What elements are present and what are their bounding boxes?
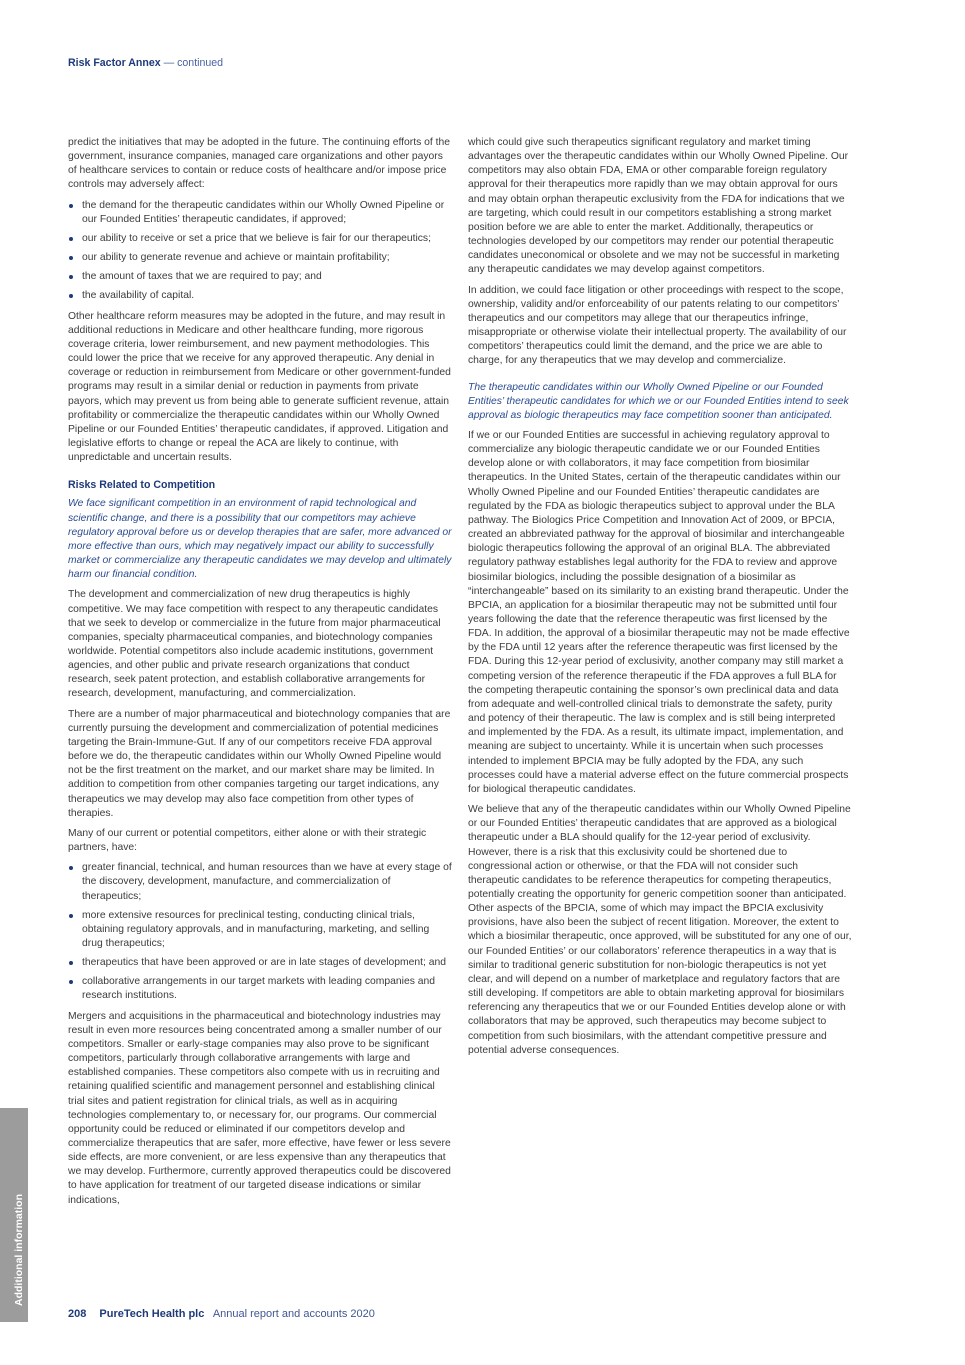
side-tab-label: Additional information <box>13 1194 25 1306</box>
running-header <box>68 57 223 69</box>
paragraph: which could give such therapeutics significant regulatory and market timing advantages over the therapeutic candidates within our Wholly Owned Pipeline. Our competitors may also obtain FDA, EMA or other comparable foreign regulatory approval for their therapeutics more rapidly than we may obtain approval for ours and may obtain orphan therapeutic exclusivity from the FDA for indications that we are targeting, which could result in our competitors establishing a strong market position before we are able to enter the market. Additionally, therapeutics or technologies developed by our competitors may render our potential therapeutic candidates uneconomical or obsolete and we may not be successful in marketing any therapeutic candidates we may develop against competitors. <box>468 137 849 276</box>
list-item: the amount of taxes that we are required to pay; and <box>68 270 452 284</box>
list-item: greater financial, technical, and human resources than we have at every stage of the discovery, development, manufacture, and commercialization of therapeutics; <box>68 861 452 903</box>
list-item: the availability of capital. <box>68 289 452 303</box>
list-item: our ability to receive or set a price that we believe is fair for our therapeutics; <box>68 232 452 246</box>
page-footer <box>68 1308 375 1320</box>
list-item: therapeutics that have been approved or are in late stages of development; and <box>68 956 452 970</box>
bullet-list <box>68 199 452 304</box>
paragraph: predict the initiatives that may be adopted in the future. The continuing efforts of the government, insurance companies, managed care organizations and other payors of healthcare services to contain or reduce costs of healthcare and/or impose price controls may adversely affect: <box>68 137 451 191</box>
risk-statement: We face significant competition in an environment of rapid technological and scientific change, and there is a possibility that our competitors may achieve regulatory approval before us or develop therapies that are safer, more advanced or more effective than ours, which may negatively impact our ability to successfully market or commercialize any therapeutic candidates we may develop and ultimately harm our financial condition. <box>68 498 452 581</box>
company-name: PureTech Health plc <box>99 1308 205 1320</box>
report-title: Annual report and accounts 2020 <box>212 1308 375 1320</box>
paragraph: In addition, we could face litigation or other proceedings with respect to the scope, ownership, validity and/or enforceability of our patents relating to our competitors’ therapeutics and our competitors may allege that our therapeutics infringe, misappropriate or otherwise violate their intellectual property. The availability of our competitors’ therapeutics could limit the demand, and the price we are able to charge, for any therapeutics that we may develop and commercialize. <box>468 284 847 367</box>
right-column <box>468 136 852 1064</box>
paragraph: There are a number of major pharmaceutical and biotechnology companies that are currently pursuing the development and commercialization of potential medicines targeting the Brain-Immune-Gut. If any of our competitors receive FDA approval before we do, the therapeutic candidates within our Wholly Owned Pipeline would not be the first treatment on the market, and our market share may be limited. In addition to competition from other companies targeting our target indications, any therapeutics we may develop may also face competition from other types of therapies. <box>68 708 451 819</box>
paragraph: We believe that any of the therapeutic candidates within our Wholly Owned Pipeline or our Founded Entities’ therapeutic candidates that are approved as a biological therapeutic under a BLA should qualify for the 12-year period of exclusivity. However, there is a risk that this exclusivity could be shortened due to congressional action or otherwise, or that the FDA will not consider such therapeutic candidates to be reference therapeutics for competing therapeutics, potentially creating the opportunity for generic competition sooner than anticipated. Other aspects of the BPCIA, some of which may impact the BPCIA exclusivity provisions, have also been the subject of recent litigation. Moreover, the extent to which a biosimilar therapeutic, once approved, will be substituted for any one of our, our Founded Entities’ or our collaborators’ reference therapeutics in a way that is similar to traditional generic substitution for non-biologic therapeutics is not yet clear, and will depend on a number of marketplace and regulatory factors that are still developing. If competitors are able to obtain marketing approval for biosimilars referencing any therapeutics that we or our Founded Entities develop alone or with collaborators that may be approved, such therapeutics may become subject to competition from such biosimilars, with the attendant competitive pressure and potential adverse consequences. <box>468 804 852 1056</box>
paragraph: The development and commercialization of new drug therapeutics is highly competitive. We may face competition with respect to any therapeutic candidates that we seek to develop or commercialize in the future from major pharmaceutical companies, specialty pharmaceutical companies, and biotechnology companies worldwide. Potential competitors also include academic institutions, government agencies, and other public and private research organizations that conduct research, seek patent protection, and establish collaborative arrangements for research, development, manufacturing, and commercialization. <box>68 589 441 700</box>
page-number: 208 <box>68 1308 87 1320</box>
list-item: our ability to generate revenue and achieve or maintain profitability; <box>68 251 452 265</box>
list-item: collaborative arrangements in our target markets with leading companies and research institutions. <box>68 975 452 1003</box>
header-title: Risk Factor Annex <box>68 57 161 69</box>
paragraph: If we or our Founded Entities are successful in achieving regulatory approval to commercialize any biologic therapeutic candidate we or our Founded Entities develop alone or with collaborators, it may face competition from biosimilar therapeutics. In the United States, certain of the therapeutic candidates within our Wholly Owned Pipeline and our Founded Entities’ therapeutic candidates are regulated by the FDA as biologic therapeutics subject to approval under the BLA pathway. The Biologics Price Competition and Innovation Act of 2009, or BPCIA, created an abbreviated pathway for the approval of biosimilar and interchangeable biologic therapeutics following the approval of an original BLA. The abbreviated regulatory pathway establishes legal authority for the FDA to review and approve biosimilar biologics, including the possible designation of a biosimilar as “interchangeable” based on its similarity to an existing brand therapeutic. Under the BPCIA, an application for a biosimilar therapeutic may not be submitted until four years following the date that the reference therapeutic was first licensed by the FDA. In addition, the approval of a biosimilar therapeutic may not be made effective by the FDA until 12 years after the reference therapeutic was first licensed by the FDA. During this 12-year period of exclusivity, another company may still market a competing version of the reference therapeutic if the FDA approves a full BLA for the competing therapeutic containing the sponsor’s own preclinical data and data from adequate and well-controlled clinical trials to demonstrate the safety, purity and potency of their therapeutic. The law is complex and is still being interpreted and implemented by the FDA. As a result, its ultimate impact, implementation, and meaning are subject to uncertainty. While it is uncertain when such processes intended to implement BPCIA may be fully adopted by the FDA, any such processes could have a material adverse effect on the future commercial prospects for biological therapeutic candidates. <box>468 429 850 795</box>
paragraph: Many of our current or potential competitors, either alone or with their strategic partners, have: <box>68 827 427 854</box>
list-item: the demand for the therapeutic candidates within our Wholly Owned Pipeline or our Founded Entities’ therapeutic candidates, if approved; <box>68 199 452 227</box>
left-column <box>68 136 452 1214</box>
section-side-tab <box>0 1108 28 1322</box>
paragraph: Other healthcare reform measures may be adopted in the future, and may result in additional reductions in Medicare and other healthcare funding, more rigorous coverage criteria, lower reimbursement, and new payment methodologies. This could lower the price that we receive for any approved therapeutic. Any denial in coverage or reduction in reimbursement from Medicare or other government-funded programs may result in a similar denial or reduction in payments from private payors, which may prevent us from being able to generate sufficient revenue, attain profitability or commercialize the therapeutic candidates within our Wholly Owned Pipeline or our Founded Entities’ therapeutic candidates, if approved. Litigation and legislative efforts to change or repeal the ACA are likely to continue, with unpredictable and uncertain results. <box>68 310 451 464</box>
paragraph: Mergers and acquisitions in the pharmaceutical and biotechnology industries may result in even more resources being concentrated among a smaller number of our competitors. Smaller or early-stage companies may also prove to be significant competitors, particularly through collaborative arrangements with large and established companies. These competitors also compete with us in recruiting and retaining qualified scientific and management personnel and establishing clinical trial sites and patient registration for clinical trials, as well as in acquiring technologies complementary to, or necessary for, our programs. Our commercial opportunity could be reduced or eliminated if our competitors develop and commercialize therapeutics that are safer, more effective, have fewer or less severe side effects, are more convenient, or are less expensive than any therapeutics that we may develop. Furthermore, currently approved therapeutics could be discovered to have application for treatment of our targeted disease indications or similar indications, <box>68 1010 451 1206</box>
risk-statement: The therapeutic candidates within our Wholly Owned Pipeline or our Founded Entities’ therapeutic candidates for which we or our Founded Entities intend to seek approval as biologic therapeutics may face competition sooner than anticipated. <box>468 381 849 421</box>
header-suffix: — continued <box>163 57 224 69</box>
bullet-list <box>68 861 452 1003</box>
section-heading: Risks Related to Competition <box>68 479 216 492</box>
list-item: more extensive resources for preclinical testing, conducting clinical trials, obtaining regulatory approvals, and in manufacturing, marketing, and selling drug therapeutics; <box>68 909 452 951</box>
